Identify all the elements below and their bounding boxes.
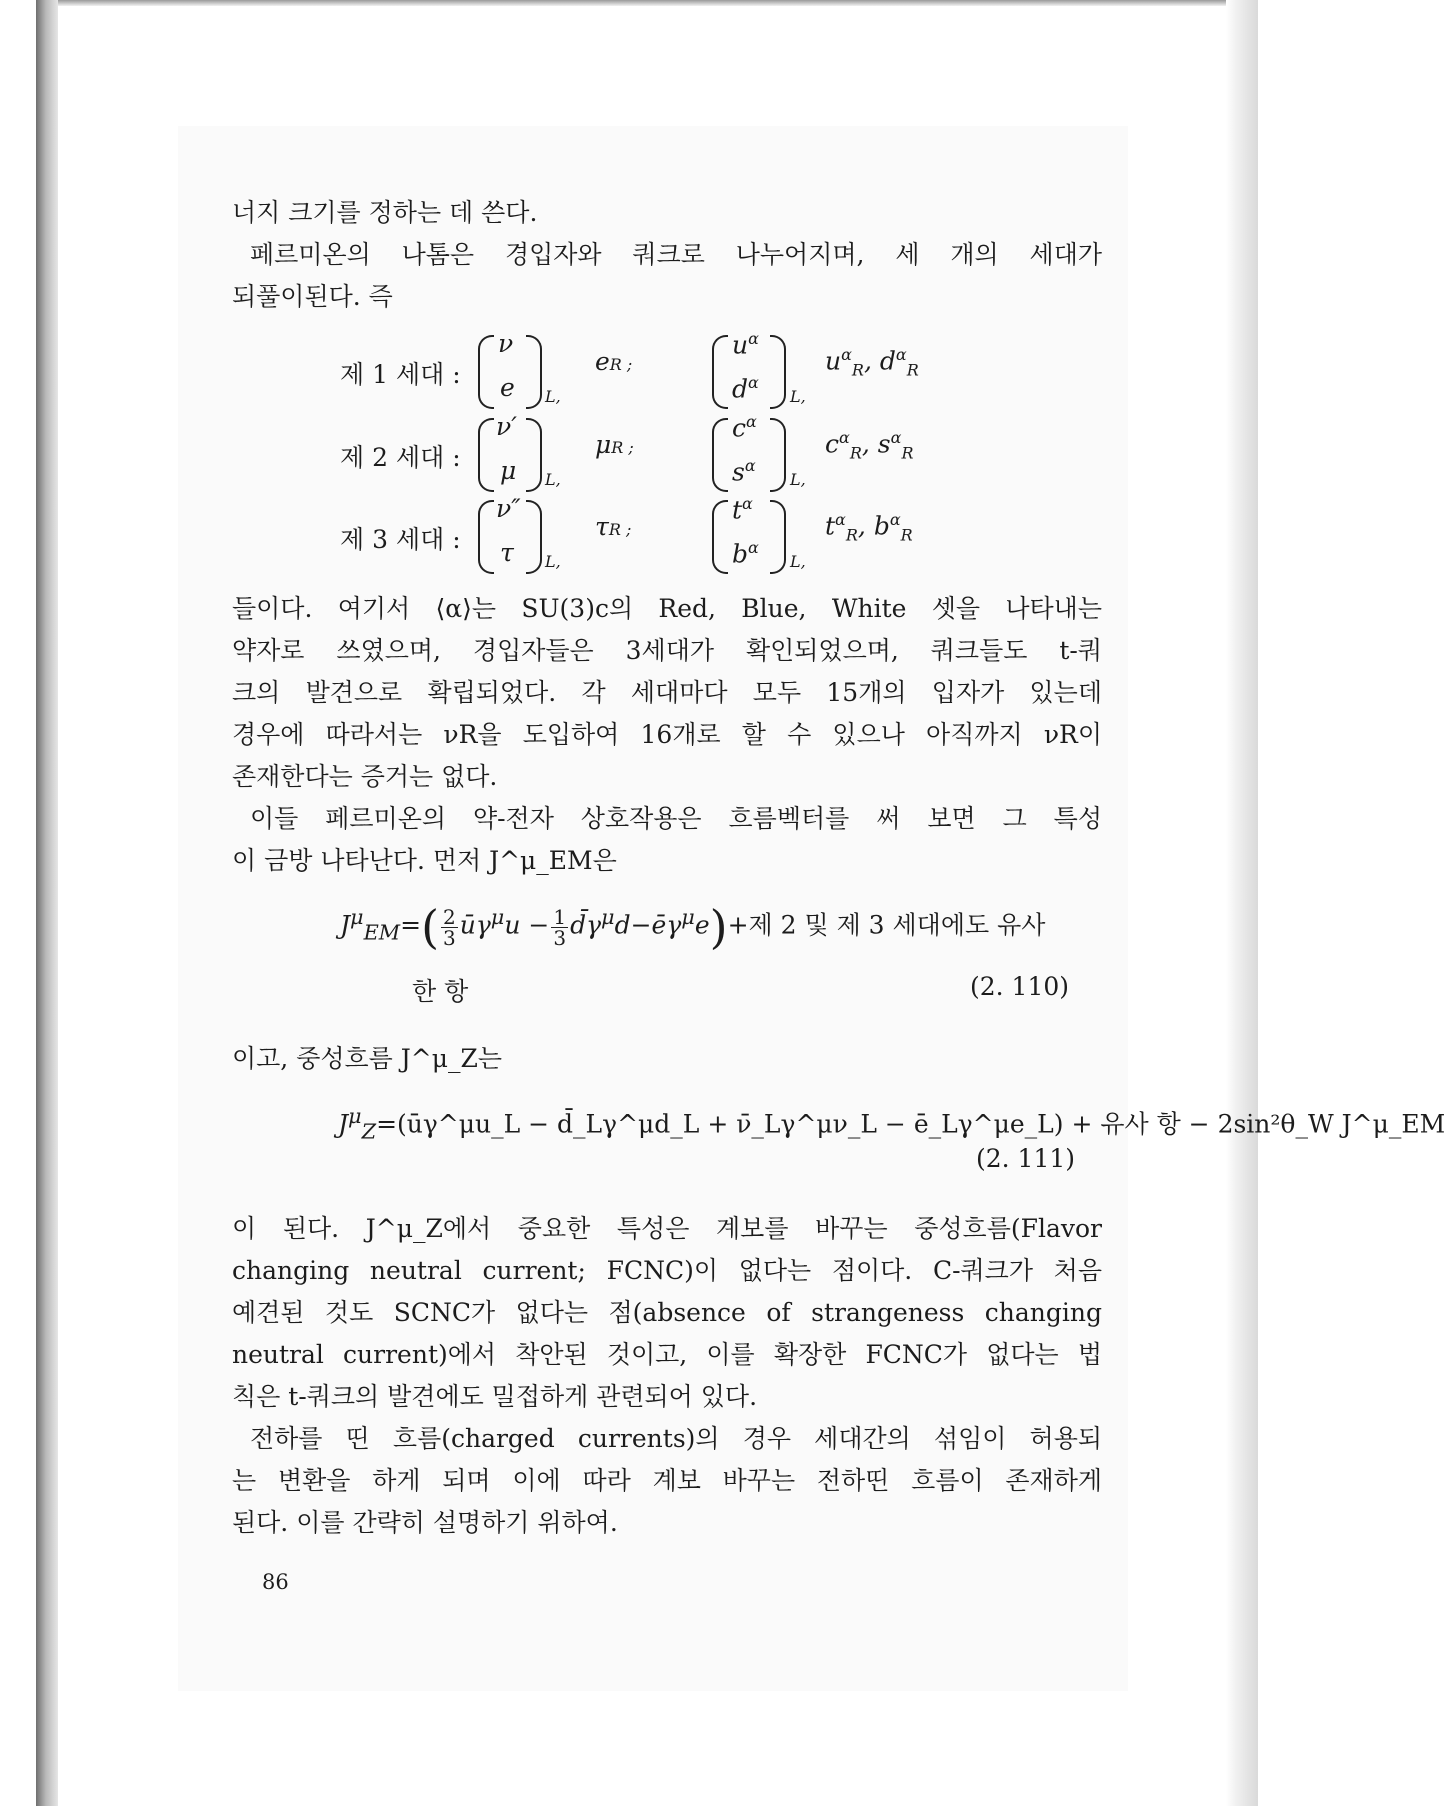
lepton-bottom: μ [500,456,517,485]
lepton-top: ν″ [496,494,521,523]
paragraph-neutral-current [232,1038,1102,1080]
page-number: 86 [262,1570,289,1594]
subscript-l: L, [545,470,561,489]
generation-label: 제 1 세대 : [340,360,461,389]
text-line: 크의 발견으로 확립되었다. 각 세대마다 모두 15개의 입자가 있는데 [232,678,1102,707]
quark-right: $t^\alpha_R$, $b^\alpha_R$ [825,510,913,545]
generation-label: 제 3 세대 : [340,525,461,554]
right-paren-icon [770,500,786,574]
quark-top: $t^\alpha$ [732,494,753,525]
text-line: 이 된다. J^μ_Z에서 중요한 특성은 계보를 바꾸는 중성흐름(Flavor [232,1214,1102,1243]
equation-2-111: $J^\mu_Z=(ū\gamma\^{}\mu u\_L$ − d̄_Lγ^μd_L + ν̄_Lγ^μν_L − ē_Lγ^μe_L) + 유사 항 − 2sin²θ_W J^μ_EM [338,1104,1445,1144]
text-line: 이 금방 나타난다. 먼저 J^μ_EM은 [232,846,617,875]
quark-bottom: $d^\alpha$ [732,373,759,404]
book-spine-edge [36,0,58,1806]
paragraph-generations [232,588,1102,882]
generation-label: 제 2 세대 : [340,443,461,472]
text-line: 는 변환을 하게 되며 이에 따라 계보 바꾸는 전하띤 흐름이 존재하게 [232,1466,1102,1495]
right-paren-icon [526,335,542,409]
left-paren-icon [712,418,728,492]
lepton-right: eR ; [595,347,633,376]
quark-bottom: $s^\alpha$ [732,456,756,487]
quark-bottom: $b^\alpha$ [732,538,759,569]
book-right-edge [1226,0,1258,1806]
quark-top: $c^\alpha$ [732,412,757,443]
generation-3-row [340,494,1040,580]
subscript-l: L, [790,552,806,571]
left-paren-icon [478,418,494,492]
generation-1-row [340,329,1040,415]
subscript-l: L, [545,387,561,406]
right-paren-icon [770,335,786,409]
text-line: 들이다. 여기서 ⟨α⟩는 SU(3)c의 Red, Blue, White 셋을 나타내는 [232,594,1102,623]
equation-2-110-continuation: 한 항 [412,977,469,1006]
quark-right: $c^\alpha_R$, $s^\alpha_R$ [825,428,914,463]
lepton-bottom: e [500,373,515,402]
text-line: 너지 크기를 정하는 데 쓴다. [232,198,538,227]
lepton-top: ν [498,329,514,358]
fraction-one-third: $\frac{1}{3}$ [553,904,567,950]
right-paren-icon [770,418,786,492]
paragraph-fcnc [232,1208,1102,1544]
quark-right: $u^\alpha_R$, $d^\alpha_R$ [825,345,919,380]
left-paren-icon [712,500,728,574]
right-paren-icon [526,500,542,574]
generation-2-row [340,412,1040,498]
fraction-two-thirds: $\frac{2}{3}$ [443,904,456,950]
left-paren-icon [478,500,494,574]
text-line: neutral current)에서 착안된 것이고, 이를 확장한 FCNC가 없다는 법 [232,1340,1102,1369]
text-line: 약자로 쓰였으며, 경입자들은 3세대가 확인되었으며, 쿼크들도 t-쿼 [232,636,1102,665]
text-line: changing neutral current; FCNC)이 없다는 점이다. C-쿼크가 처음 [232,1256,1102,1285]
equation-2-110: $J^\mu_{EM}=$( $\frac{2}{3}$ $ū\gamma^\mu u$ − $\frac{1}{3}$ $d̄\gamma^\mu d-ē\gamma^\mu e)+$제 2 및 제 3 세대에도 유사 [340,900,1046,954]
text-line: 전하를 띤 흐름(charged currents)의 경우 세대간의 섞임이 허용되 [250,1424,1102,1453]
text-line: 된다. 이를 간략히 설명하기 위하여. [232,1508,618,1537]
right-paren-icon [526,418,542,492]
lepton-bottom: τ [500,538,514,567]
subscript-l: L, [790,387,806,406]
subscript-l: L, [545,552,561,571]
text-line: 예견된 것도 SCNC가 없다는 점(absence of strangeness changing [232,1298,1102,1327]
lepton-right: τR ; [595,512,632,541]
equation-number: (2. 110) [970,972,1070,1001]
equation-number: (2. 111) [976,1144,1076,1173]
text-line: 되풀이된다. 즉 [232,282,393,311]
left-paren-icon [478,335,494,409]
text-line: 칙은 t-쿼크의 발견에도 밀접하게 관련되어 있다. [232,1382,758,1411]
quark-top: $u^\alpha$ [732,329,759,360]
paragraph-intro [232,192,1102,318]
text-line: 존재한다는 증거는 없다. [232,762,498,791]
text-line: 페르미온의 나톰은 경입자와 쿼크로 나누어지며, 세 개의 세대가 [250,240,1102,269]
text-line: 이들 페르미온의 약-전자 상호작용은 흐름벡터를 써 보면 그 특성 [250,804,1102,833]
text-line: 이고, 중성흐름 J^μ_Z는 [232,1044,502,1073]
subscript-l: L, [790,470,806,489]
lepton-top: ν′ [496,412,517,441]
left-paren-icon [712,335,728,409]
text-line: 경우에 따라서는 νR을 도입하여 16개로 할 수 있으나 아직까지 νR이 [232,720,1102,749]
lepton-right: μR ; [595,430,634,459]
